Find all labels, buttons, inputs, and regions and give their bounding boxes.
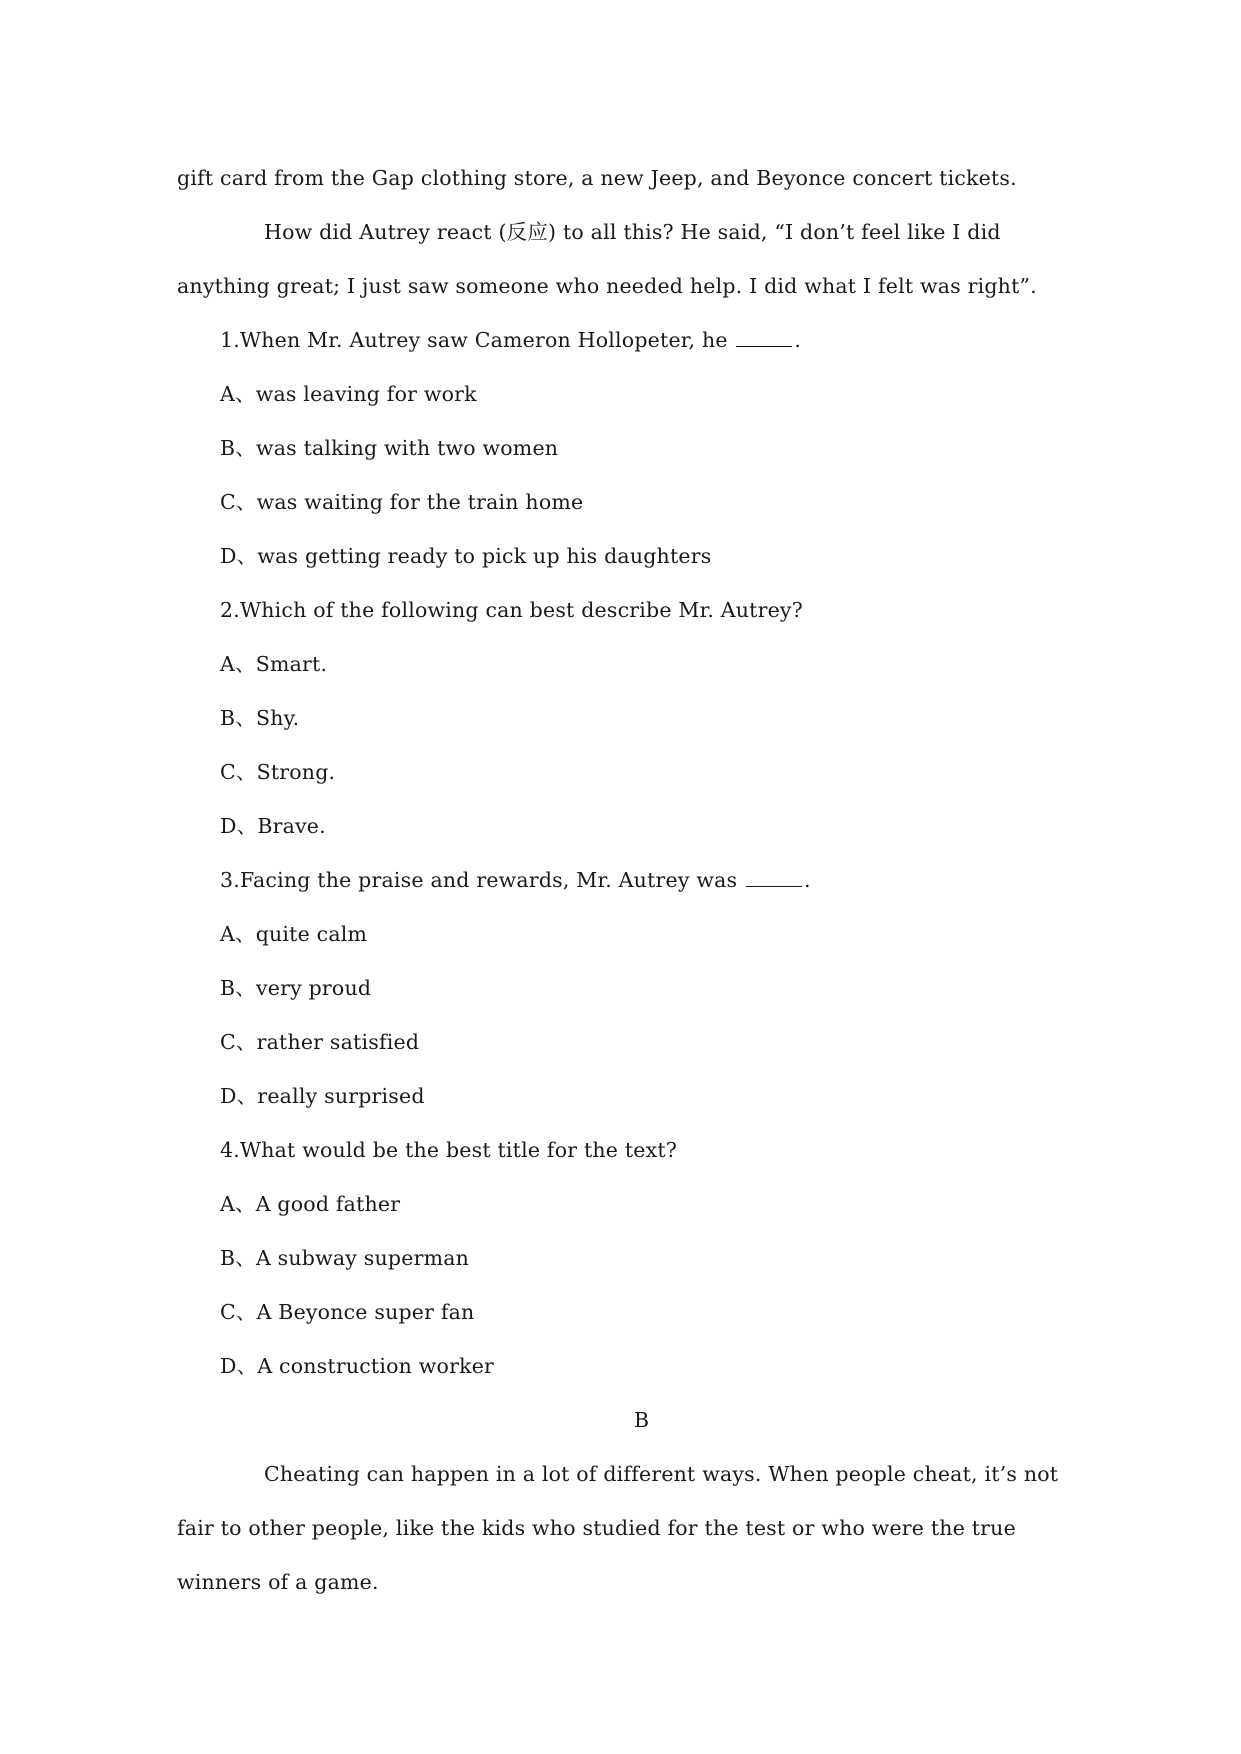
passage-line: anything great; I just saw someone who needed help. I did what I felt was right”. (177, 274, 1037, 298)
section-heading: B (634, 1408, 650, 1432)
question-4-stem: 4.What would be the best title for the text? (220, 1138, 678, 1162)
question-stem-text: 1.When Mr. Autrey saw Cameron Hollopeter, he (220, 328, 728, 352)
option-b: B、very proud (220, 976, 372, 1000)
option-d: D、Brave. (220, 814, 326, 838)
option-a: A、was leaving for work (220, 382, 477, 406)
option-b: B、was talking with two women (220, 436, 559, 460)
passage-line: gift card from the Gap clothing store, a new Jeep, and Beyonce concert tickets. (177, 166, 1017, 190)
question-2-stem: 2.Which of the following can best describe Mr. Autrey? (220, 598, 803, 622)
answer-blank (746, 868, 802, 887)
question-3-stem (220, 868, 811, 892)
passage-line: Cheating can happen in a lot of different ways. When people cheat, it’s not (264, 1462, 1059, 1486)
option-b: B、A subway superman (220, 1246, 470, 1270)
option-b: B、Shy. (220, 706, 300, 730)
passage-line: winners of a game. (177, 1570, 379, 1594)
option-a: A、quite calm (220, 922, 368, 946)
option-a: A、Smart. (220, 652, 328, 676)
answer-blank (736, 328, 792, 347)
question-stem-text: 3.Facing the praise and rewards, Mr. Autrey was (220, 868, 738, 892)
question-stem-end: . (803, 868, 811, 892)
option-d: D、really surprised (220, 1084, 425, 1108)
question-1-stem (220, 328, 801, 352)
option-c: C、was waiting for the train home (220, 490, 584, 514)
question-stem-end: . (794, 328, 802, 352)
passage-line: fair to other people, like the kids who studied for the test or who were the true (177, 1516, 1016, 1540)
option-d: D、was getting ready to pick up his daughters (220, 544, 712, 568)
option-c: C、rather satisfied (220, 1030, 420, 1054)
option-c: C、A Beyonce super fan (220, 1300, 475, 1324)
option-d: D、A construction worker (220, 1354, 495, 1378)
option-a: A、A good father (220, 1192, 401, 1216)
option-c: C、Strong. (220, 760, 336, 784)
passage-line: How did Autrey react (反应) to all this? He said, “I don’t feel like I did (264, 220, 1001, 244)
